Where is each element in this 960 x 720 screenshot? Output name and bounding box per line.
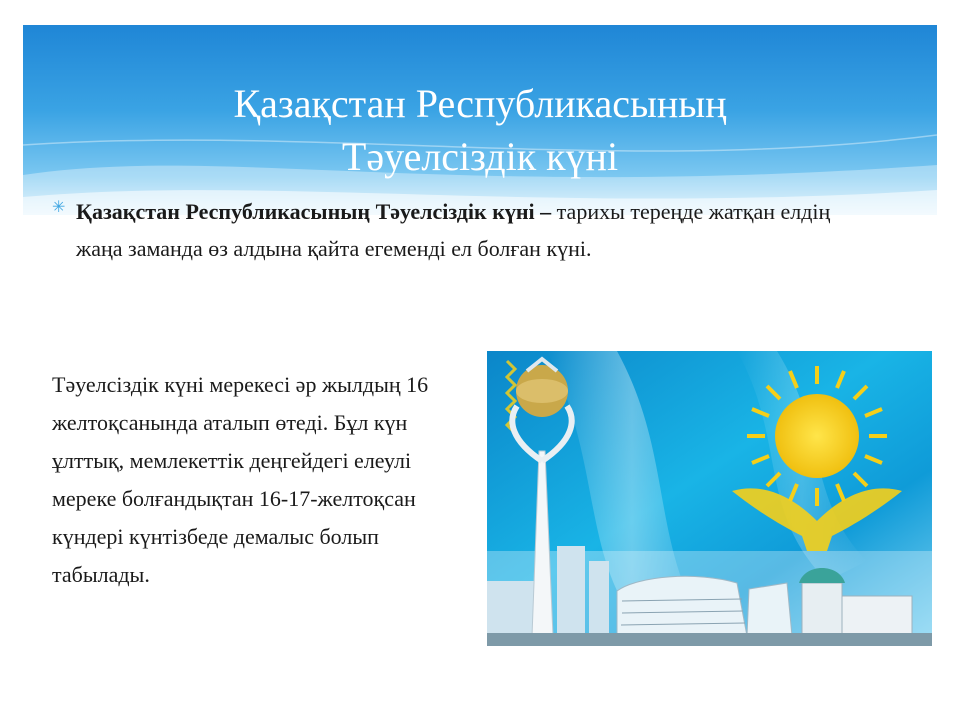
slide-title	[23, 77, 937, 183]
independence-photo	[487, 351, 932, 646]
title-banner	[23, 25, 937, 215]
asterisk-icon: ✳	[52, 197, 66, 216]
bayterek-flag-image	[487, 351, 932, 646]
bullet-text	[76, 193, 882, 267]
bullet-bold-text: Қазақстан Республикасының Тәуелсіздік күні –	[76, 199, 552, 224]
title-line-2: Тәуелсіздік күні	[341, 134, 619, 179]
body-paragraph: Тәуелсіздік күні мерекесі әр жылдың 16 желтоқсанында аталып өтеді. Бұл күн ұлттық, мемлекеттік деңгейдегі елеулі мереке болғандықтан 16-17-желтоқсан күндері күнтізбеде демалыс болып табылады.	[52, 372, 429, 587]
title-line-1: Қазақстан Республикасының	[233, 81, 727, 126]
bullet-rest-text: тарихы тереңде жатқан елдің жаңа заманда өз алдына қайта егеменді ел болған күні.	[76, 199, 831, 261]
bullet-item	[52, 193, 882, 267]
